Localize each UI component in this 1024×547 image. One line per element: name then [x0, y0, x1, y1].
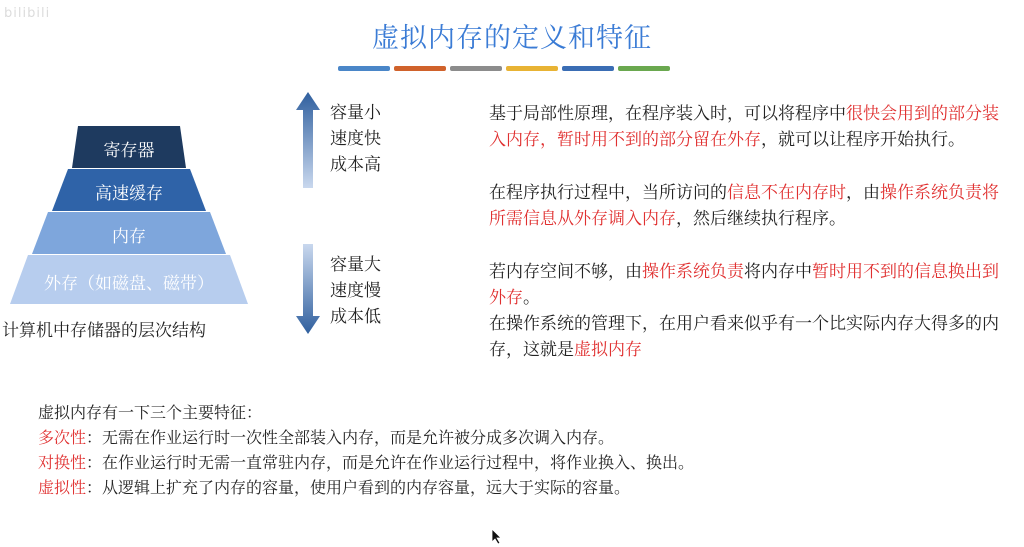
- up-arrow-icon: [296, 92, 320, 188]
- title-underline-bar: [506, 66, 558, 71]
- pyramid-label-cache: 高速缓存: [95, 184, 163, 204]
- down-arrow-text: [330, 252, 381, 330]
- highlight-text: 很快会用到的部分装入内存，暂时用不到的部分留在外存: [489, 104, 999, 150]
- title-underline-bar: [618, 66, 670, 71]
- mouse-cursor-icon: [492, 529, 504, 545]
- pyramid-label-storage: 外存（如磁盘、磁带）: [44, 274, 214, 294]
- title-underline-bar: [450, 66, 502, 71]
- features-section: [38, 400, 858, 500]
- feature-term: 虚拟性: [38, 478, 87, 497]
- pyramid-label-memory: 内存: [112, 227, 146, 247]
- title-underline-bars: [338, 66, 670, 71]
- highlight-text: 操作系统负责将所需信息从外存调入内存: [489, 183, 999, 229]
- feature-term: 对换性: [38, 453, 87, 472]
- up-arrow-line: 成本高: [330, 155, 381, 175]
- down-arrow-line: 容量大: [330, 255, 381, 275]
- highlight-text: 操作系统负责: [642, 262, 744, 282]
- highlight-text: 虚拟内存: [574, 340, 642, 360]
- body-text: 若内存空间不够，由: [489, 262, 642, 282]
- feature-desc: ：无需在作业运行时一次性全部装入内存，而是允许被分成多次调入内存。: [86, 428, 615, 447]
- body-text: ，然后继续执行程序。: [676, 209, 846, 229]
- title-underline-bar: [394, 66, 446, 71]
- up-arrow-text: [330, 100, 381, 178]
- title-underline-bar: [562, 66, 614, 71]
- feature-term: 多次性: [38, 428, 87, 447]
- down-arrow-line: 成本低: [330, 307, 381, 327]
- paragraph-load-principle: [489, 101, 1009, 153]
- feature-desc: ：在作业运行时无需一直常驻内存，而是允许在作业运行过程中，将作业换入、换出。: [86, 453, 695, 472]
- body-text: 在程序执行过程中，当所访问的: [489, 183, 727, 203]
- down-arrow-line: 速度慢: [330, 281, 381, 301]
- body-text: ，由: [846, 183, 880, 203]
- feature-item: [38, 450, 828, 475]
- feature-item: [38, 425, 858, 450]
- highlight-text: 信息不在内存时: [727, 183, 846, 203]
- up-arrow-line: 速度快: [330, 129, 381, 149]
- feature-desc: ：从逻辑上扩充了内存的容量，使用户看到的内存容量，远大于实际的容量。: [86, 478, 631, 497]
- highlight-text: 暂时用不到的信息换出到外存: [489, 262, 999, 308]
- features-heading: 虚拟内存有一下三个主要特征：: [38, 403, 263, 422]
- slide-title: 虚拟内存的定义和特征: [372, 23, 652, 54]
- paragraph-virtual-memory-definition: [489, 311, 1009, 363]
- title-underline-bar: [338, 66, 390, 71]
- body-text: 。: [523, 288, 540, 308]
- body-text: 基于局部性原理，在程序装入时，可以将程序中: [489, 104, 846, 124]
- up-arrow-line: 容量小: [330, 103, 381, 123]
- bilibili-watermark: bilibili: [4, 6, 51, 21]
- paragraph-page-in: [489, 180, 1009, 232]
- pyramid-caption: 计算机中存储器的层次结构: [2, 321, 206, 341]
- paragraph-swap-out: [489, 259, 1009, 311]
- pyramid-label-registers: 寄存器: [103, 141, 155, 161]
- body-text: 将内存中: [744, 262, 812, 282]
- down-arrow-icon: [296, 244, 320, 334]
- body-text: ，就可以让程序开始执行。: [761, 130, 965, 150]
- memory-hierarchy-pyramid: [6, 124, 252, 310]
- feature-item: [38, 475, 858, 500]
- body-text: 在操作系统的管理下，在用户看来似乎有一个比实际内存大得多的内存，这就是: [489, 314, 999, 360]
